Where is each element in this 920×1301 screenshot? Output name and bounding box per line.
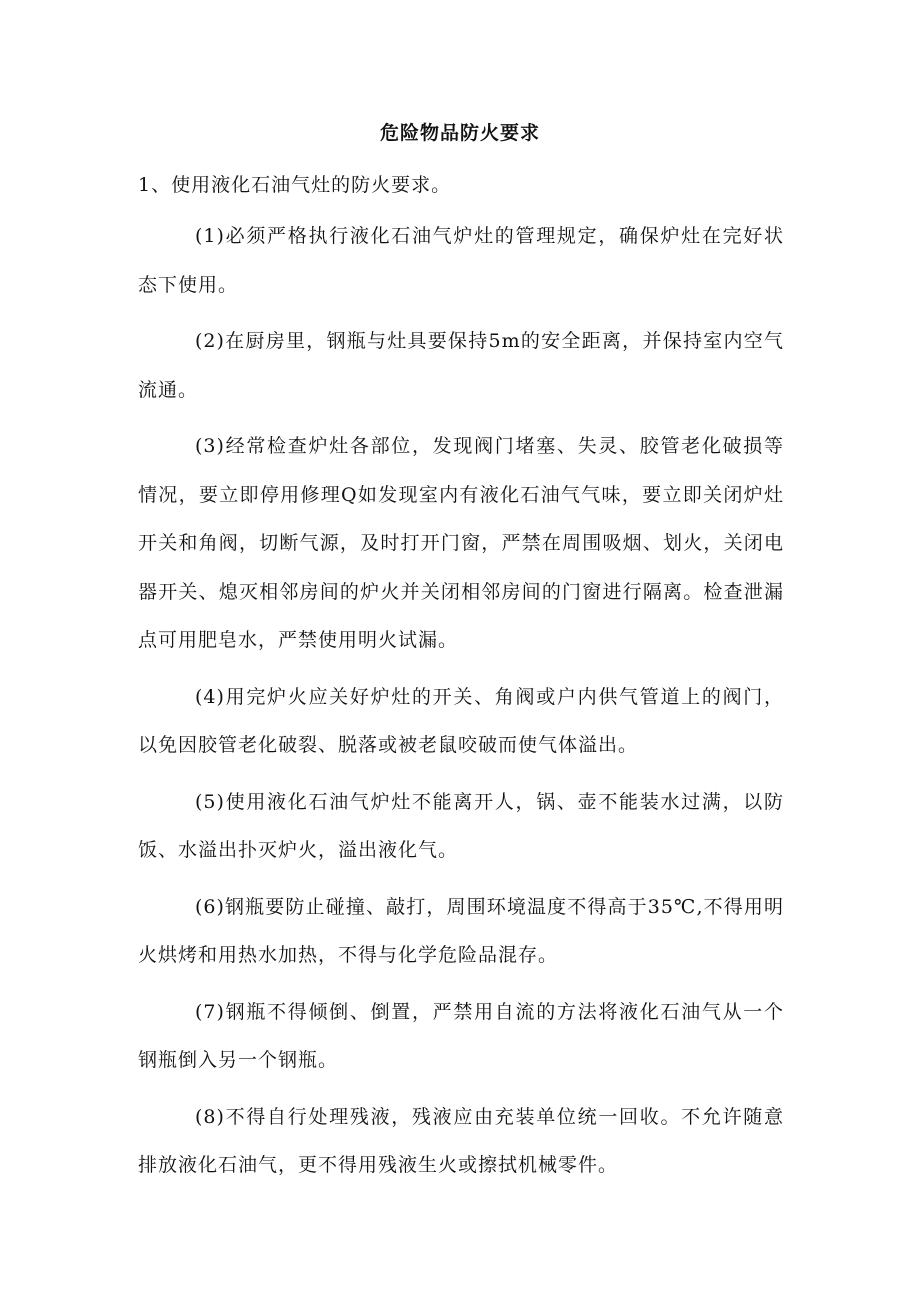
section-heading: 1、使用液化石油气灶的防火要求。 [138, 174, 452, 196]
item-list [138, 212, 784, 1198]
list-item-6: (6)钢瓶要防止碰撞、敲打，周围环境温度不得高于35℃,不得用明火烘烤和用热水加热，不得与化学危险品混存。 [138, 895, 784, 966]
list-item-8: (8)不得自行处理残液，残液应由充装单位统一回收。不允许随意排放液化石油气，更不得用残液生火或擦拭机械零件。 [138, 1105, 784, 1176]
list-item-3: (3)经常检查炉灶各部位，发现阀门堵塞、失灵、胶管老化破损等情况，要立即停用修理Q如发现室内有液化石油气气味，要立即关闭炉灶开关和角阀，切断气源，及时打开门窗，严禁在周围吸烟、划火，关闭电器开关、熄灭相邻房间的炉火并关闭相邻房间的门窗进行隔离。检查泄漏点可用肥皂水，严禁使用明火试漏。 [138, 435, 784, 651]
list-item-1: (1)必须严格执行液化石油气炉灶的管理规定，确保炉灶在完好状态下使用。 [138, 225, 784, 296]
list-item-5: (5)使用液化石油气炉灶不能离开人，锅、壶不能装水过满，以防饭、水溢出扑灭炉火，溢出液化气。 [138, 790, 784, 861]
list-item-4: (4)用完炉火应关好炉灶的开关、角阀或户内供气管道上的阀门，以免因胶管老化破裂、脱落或被老鼠咬破而使气体溢出。 [138, 685, 784, 756]
list-item-7: (7)钢瓶不得倾倒、倒置，严禁用自流的方法将液化石油气从一个钢瓶倒入另一个钢瓶。 [138, 1000, 784, 1071]
list-item-2: (2)在厨房里，钢瓶与灶具要保持5m的安全距离，并保持室内空气流通。 [138, 330, 784, 401]
page-title: 危险物品防火要求 [379, 122, 540, 144]
